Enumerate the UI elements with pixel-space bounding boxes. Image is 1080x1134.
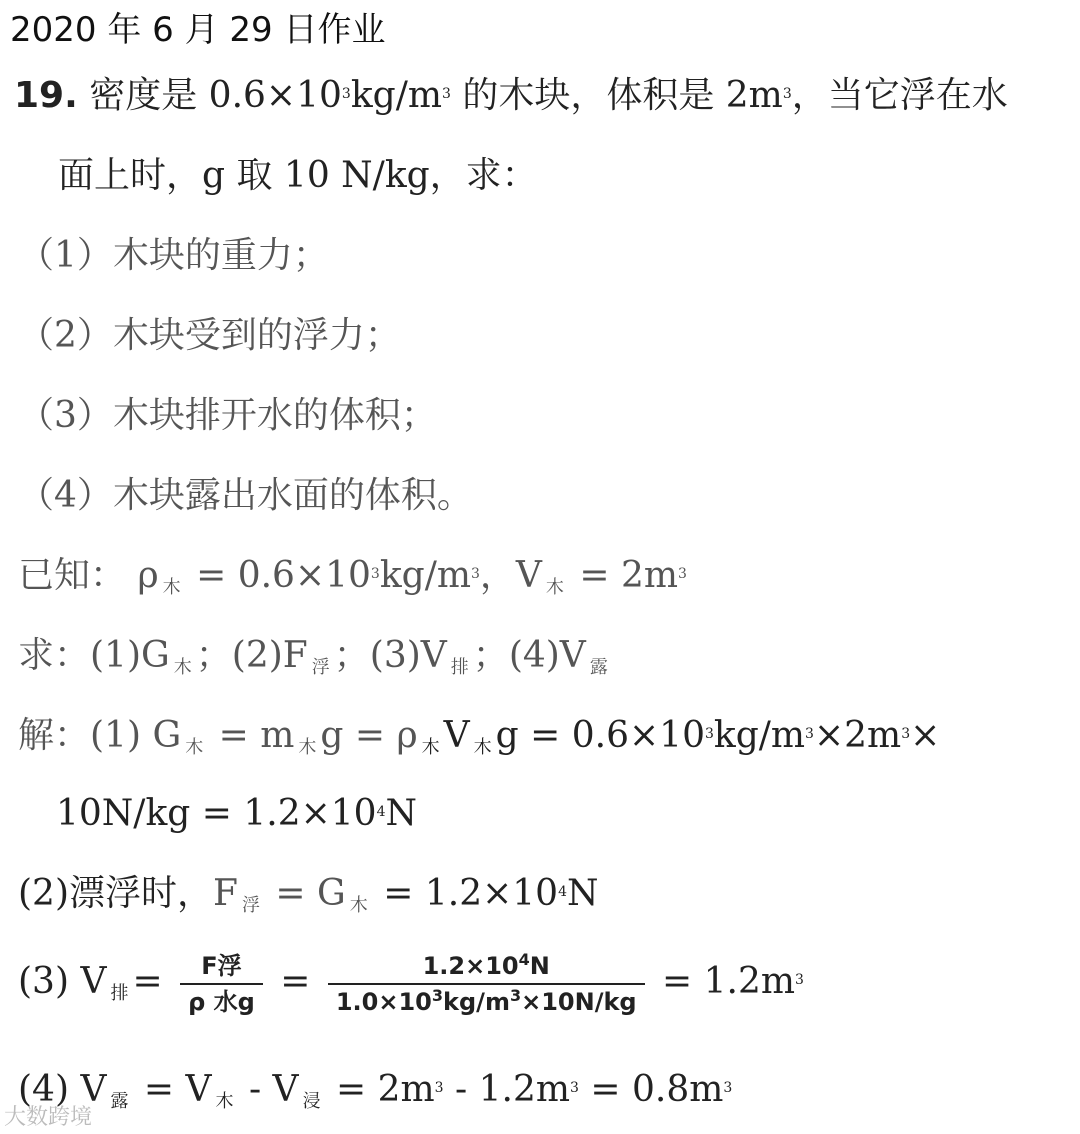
frac2-num-b: N <box>529 952 550 980</box>
solution-label: 解： <box>18 715 91 756</box>
known-eq2: = 2m <box>567 555 678 596</box>
known-rho: ρ <box>137 555 159 596</box>
known-sep: ，V <box>479 555 542 596</box>
fraction-buoyancy-over-density <box>180 949 263 1019</box>
known-eq1: = 0.6×10 <box>184 555 371 596</box>
stem-exp-2: 3 <box>441 86 451 102</box>
frac2-den-exp2: 3 <box>509 986 522 1005</box>
known-eq1b: kg/m <box>379 555 471 596</box>
find-p1-sub: 木 <box>173 657 192 678</box>
sol-l1-exp3: 3 <box>901 726 911 742</box>
stem-text-b: kg/m <box>350 75 442 116</box>
frac2-den-c: ×10N/kg <box>521 988 637 1016</box>
known-line <box>18 554 687 610</box>
sol-l4-result: = 1.2m <box>662 961 796 1002</box>
frac1-numerator: F浮 <box>201 952 242 980</box>
stem-exp-3: 3 <box>782 86 792 102</box>
sol-l3-e: N <box>567 873 599 914</box>
question-stem-line2: 面上时，g 取 10 N/kg，求： <box>58 155 538 196</box>
find-p2-sub: 浮 <box>311 657 330 678</box>
sol-l2-a: 10N/kg = 1.2×10 <box>56 793 377 834</box>
sol-l3-s2: 木 <box>349 895 368 916</box>
frac2-den-exp: 3 <box>431 986 444 1005</box>
sol-l5-e2: 3 <box>570 1080 579 1096</box>
sol-l1-e: g = 0.6×10 <box>495 715 705 756</box>
solution-line-2 <box>56 792 417 836</box>
sol-l5-d: = 2m <box>324 1069 435 1110</box>
find-s3: ； <box>472 635 509 676</box>
sol-l5-e3: 3 <box>723 1080 733 1096</box>
sol-l3-c: = G <box>263 873 346 914</box>
question-stem-line1 <box>14 74 1008 118</box>
frac2-num-a: 1.2×10 <box>422 952 519 980</box>
frac2-num-exp: 4 <box>518 950 530 969</box>
sol-l5-g: = 0.8m <box>578 1069 724 1110</box>
fraction-numeric <box>328 949 645 1019</box>
find-p4-sub: 露 <box>589 657 608 678</box>
sol-l2-b: N <box>385 793 417 834</box>
find-line <box>18 634 612 690</box>
known-exp1b: 3 <box>470 566 480 582</box>
sol-l1-b: = m <box>207 715 295 756</box>
frac2-den-b: kg/m <box>443 988 510 1016</box>
known-v-sub: 木 <box>545 577 564 598</box>
question-part-2: （2）木块受到的浮力； <box>18 315 401 356</box>
sol-l1-g: ×2m <box>813 715 902 756</box>
stem-exp-1: 3 <box>341 86 351 102</box>
find-p4: (4)V <box>508 635 586 676</box>
question-part-3: （3）木块排开水的体积； <box>18 395 437 436</box>
sol-l3-a: (2)漂浮时， <box>18 873 213 914</box>
sol-l5-s3: 浸 <box>302 1091 321 1112</box>
stem-text-c: 的木块，体积是 2m <box>450 75 783 116</box>
sol-l5-s1: 露 <box>110 1091 129 1112</box>
find-label: 求： <box>18 635 91 676</box>
sol-l1-exp1: 3 <box>705 726 714 742</box>
sol-l1-f: kg/m <box>713 715 806 756</box>
sol-l3-d: = 1.2×10 <box>371 873 559 914</box>
frac2-numerator <box>328 949 645 983</box>
frac2-denominator <box>328 985 645 1019</box>
sol-l3-b: F <box>213 873 238 914</box>
sol-l5-f: - 1.2m <box>443 1069 571 1110</box>
solution-line-4 <box>18 942 804 1034</box>
known-rho-sub: 木 <box>162 577 181 598</box>
solution-line-3 <box>18 872 599 928</box>
sol-l1-s1: 木 <box>185 737 204 758</box>
question-number: 19. <box>14 75 78 116</box>
sol-l1-d: V <box>443 715 470 756</box>
sol-l5-b: = V <box>132 1069 212 1110</box>
find-s2: ； <box>333 635 370 676</box>
page-title: 2020 年 6 月 29 日作业 <box>10 10 386 50</box>
known-label: 已知： <box>18 555 127 596</box>
sol-l4-a: (3) V <box>18 961 107 1002</box>
find-s1: ； <box>195 635 232 676</box>
frac2-den-a: 1.0×10 <box>335 988 432 1016</box>
sol-l5-c: - V <box>237 1069 299 1110</box>
sol-l4-eq: = <box>132 961 163 1002</box>
sol-l4-eq2: = <box>280 961 311 1002</box>
sol-l5-a: (4) V <box>18 1069 107 1110</box>
find-p3: (3)V <box>369 635 447 676</box>
sol-l1-s3: 木 <box>421 737 440 758</box>
sol-l1-a: (1) G <box>90 715 182 756</box>
sol-l1-s2: 木 <box>298 737 317 758</box>
find-p3-sub: 排 <box>450 657 469 678</box>
sol-l3-exp: 4 <box>558 884 567 900</box>
sol-l5-e1: 3 <box>434 1080 444 1096</box>
watermark-logo: 大数跨境 <box>4 1105 93 1130</box>
known-exp2: 3 <box>677 566 687 582</box>
question-part-1: （1）木块的重力； <box>18 235 329 276</box>
find-p1: (1)G <box>90 635 170 676</box>
find-p2: (2)F <box>231 635 308 676</box>
stem-text-a: 密度是 0.6×10 <box>89 75 342 116</box>
sol-l1-h: × <box>910 715 941 756</box>
sol-l1-c: g = ρ <box>320 715 418 756</box>
stem-text-d: ，当它浮在水 <box>791 75 1008 116</box>
frac1-denominator: ρ 水g <box>188 988 255 1016</box>
sol-l1-s4: 木 <box>473 737 492 758</box>
solution-line-5 <box>18 1068 732 1124</box>
sol-l4-exp: 3 <box>795 972 804 988</box>
question-part-4: （4）木块露出水面的体积。 <box>18 475 473 516</box>
known-exp1: 3 <box>370 566 380 582</box>
solution-line-1 <box>18 714 940 770</box>
sol-l5-s2: 木 <box>215 1091 234 1112</box>
sol-l4-s: 排 <box>110 983 129 1004</box>
sol-l2-exp: 4 <box>376 804 386 820</box>
sol-l1-exp2: 3 <box>805 726 814 742</box>
sol-l3-s1: 浮 <box>241 895 260 916</box>
